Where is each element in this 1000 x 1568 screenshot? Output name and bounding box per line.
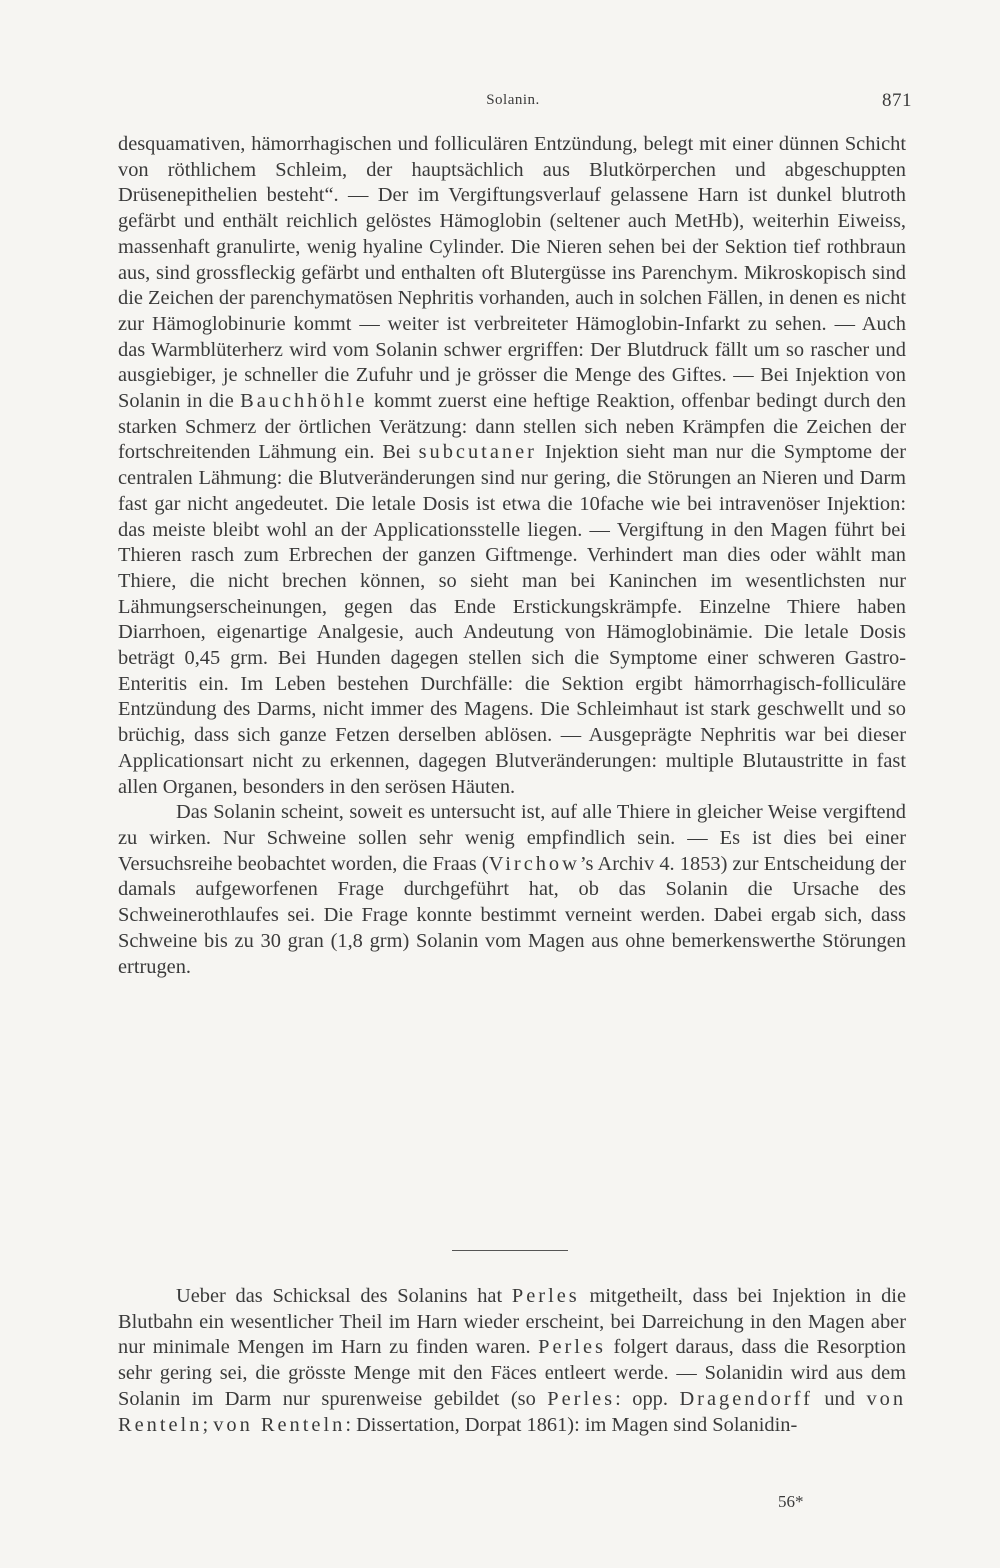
paragraph-text: Ueber das Schicksal des Solanins hat <box>176 1285 512 1307</box>
paragraph-text: Injektion sieht man nur die Symptome der centralen Lähmung: die Blutveränderungen sind nur gering, die Störungen an Nieren und Darm fast gar nicht angedeutet. Die letale Dosis ist etwa die 10fache wie bei intravenöser Injektion: das meiste bleibt wohl an der Applicationsstelle liegen. — Vergiftung in den Magen führt bei Thieren rasch zum Erbrechen der ganzen Giftmenge. Verhindert man dies oder wählt man Thiere, die nicht brechen können, so sieht man bei Kaninchen im wesentlichsten nur Lähmungserscheinungen, gegen das Ende Erstickungskrämpfe. Einzelne Thiere haben Diarrhoen, eigenartige Analgesie, auch Andeutung von Hämoglobinämie. Die letale Dosis beträgt 0,45 grm. Bei Hunden dagegen stellen sich die Symptome einer schweren Gastro-Enteritis ein. Im Leben bestehen Durchfälle: die Sektion ergibt hämorrhagisch-folliculäre Entzündung des Darms, nicht immer des Magens. Die Schleimhaut ist stark geschwellt und so brüchig, dass sich ganze Fetzen derselben ablösen. — Ausgeprägte Nephritis war bei dieser Applicationsart nicht zu erkennen, dagegen Blutveränderungen: multiple Blutaustritte in fast allen Organen, besonders in den serösen Häuten. <box>118 441 906 798</box>
paragraph-text: Das Solanin scheint, soweit es untersucht ist, auf alle Thiere in gleicher Weise vergiftend zu wirken. Nur Schweine sollen sehr wenig empfindlich sein. — Es ist dies bei einer Versuchsreihe beobachtet worden, die Fraas ( <box>118 801 906 875</box>
body-text-section-2 <box>118 1284 906 1438</box>
spaced-term: Perles <box>511 1285 580 1307</box>
signature-mark: 56* <box>778 1492 804 1511</box>
paragraph-2 <box>118 800 906 980</box>
spaced-term: von Renteln <box>118 1387 907 1436</box>
paragraph-3 <box>118 1284 906 1438</box>
paragraph-text: mitgetheilt, dass bei Injektion in die Blutbahn ein wesentlicher Theil im Harn wieder erscheint, bei Darreichung in den Magen aber nur minimale Mengen im Harn zu finden waren. <box>118 1285 906 1359</box>
body-text <box>118 132 906 980</box>
running-title: Solanin. <box>486 92 540 108</box>
paragraph-text: ’s Archiv 4. 1853) zur Entscheidung der damals aufgeworfenen Frage durchgeführt hat, ob das Solanin die Ursache des Schweinerothlaufes sei. Die Frage konnte bestimmt verneint werden. Dabei ergab sich, dass Schweine bis zu 30 gran (1,8 grm) Solanin vom Magen aus ohne bemerkenswerthe Störungen ertrugen. <box>118 852 906 978</box>
running-head <box>118 88 912 116</box>
section-divider <box>452 1250 568 1251</box>
spaced-term: von Renteln <box>213 1413 346 1436</box>
spaced-term: Perles <box>547 1387 616 1410</box>
paragraph-text: : opp. <box>615 1387 680 1410</box>
paragraph-text: desquamativen, hämorrhagischen und folliculären Entzündung, belegt mit einer dünnen Schicht von röthlichem Schleim, der hauptsächlich aus Blutkörperchen und abgeschuppten Drüsenepithelien besteht“. — Der im Vergiftungsverlauf gelassene Harn ist dunkel blutroth gefärbt und enthält reichlich gelöstes Hämoglobin (seltener auch MetHb), weiterhin Eiweiss, massenhaft granulirte, wenig hyaline Cylinder. Die Nieren sehen bei der Sektion tief rothbraun aus, sind grossfleckig gefärbt und enthalten oft Blutergüsse ins Parenchym. Mikroskopisch sind die Zeichen der parenchymatösen Nephritis vorhanden, auch in solchen Fällen, in denen es nicht zur Hämoglobinurie kommt — weiter ist verbreiteter Hämoglobin-Infarkt zu sehen. — Auch das Warmblüterherz wird vom Solanin schwer ergriffen: Der Blutdruck fällt um so rascher und ausgiebiger, je schneller die Zufuhr und je grösser die Menge des Giftes. — Bei Injektion von Solanin in die <box>118 133 906 413</box>
spaced-term: Dragendorff <box>679 1387 813 1410</box>
paragraph-text: folgert daraus, dass die Resorption sehr gering sei, die grösste Menge mit den Fäces entleert werde. — Solanidin wird aus dem Solanin im Darm nur spurenweise gebildet (so <box>118 1336 907 1410</box>
paragraph-text: kommt zuerst eine heftige Reaktion, offenbar bedingt durch den starken Schmerz der örtlichen Verätzung: dann stellen sich neben Krämpfen die Zeichen der fortschreitenden Lähmung ein. Bei <box>118 390 906 464</box>
spaced-term: Bauchhöhle <box>240 390 368 413</box>
spaced-term: Virchow <box>488 852 580 875</box>
spaced-term: Perles <box>538 1336 606 1359</box>
paragraph-text: ; <box>202 1413 214 1436</box>
spaced-term: subcutaner <box>418 441 537 464</box>
page-number: 871 <box>882 90 912 111</box>
paragraph-text: : Dissertation, Dorpat 1861): im Magen sind Solanidin- <box>345 1413 798 1436</box>
paragraph-text: und <box>812 1387 867 1410</box>
paragraph-1 <box>118 132 906 800</box>
